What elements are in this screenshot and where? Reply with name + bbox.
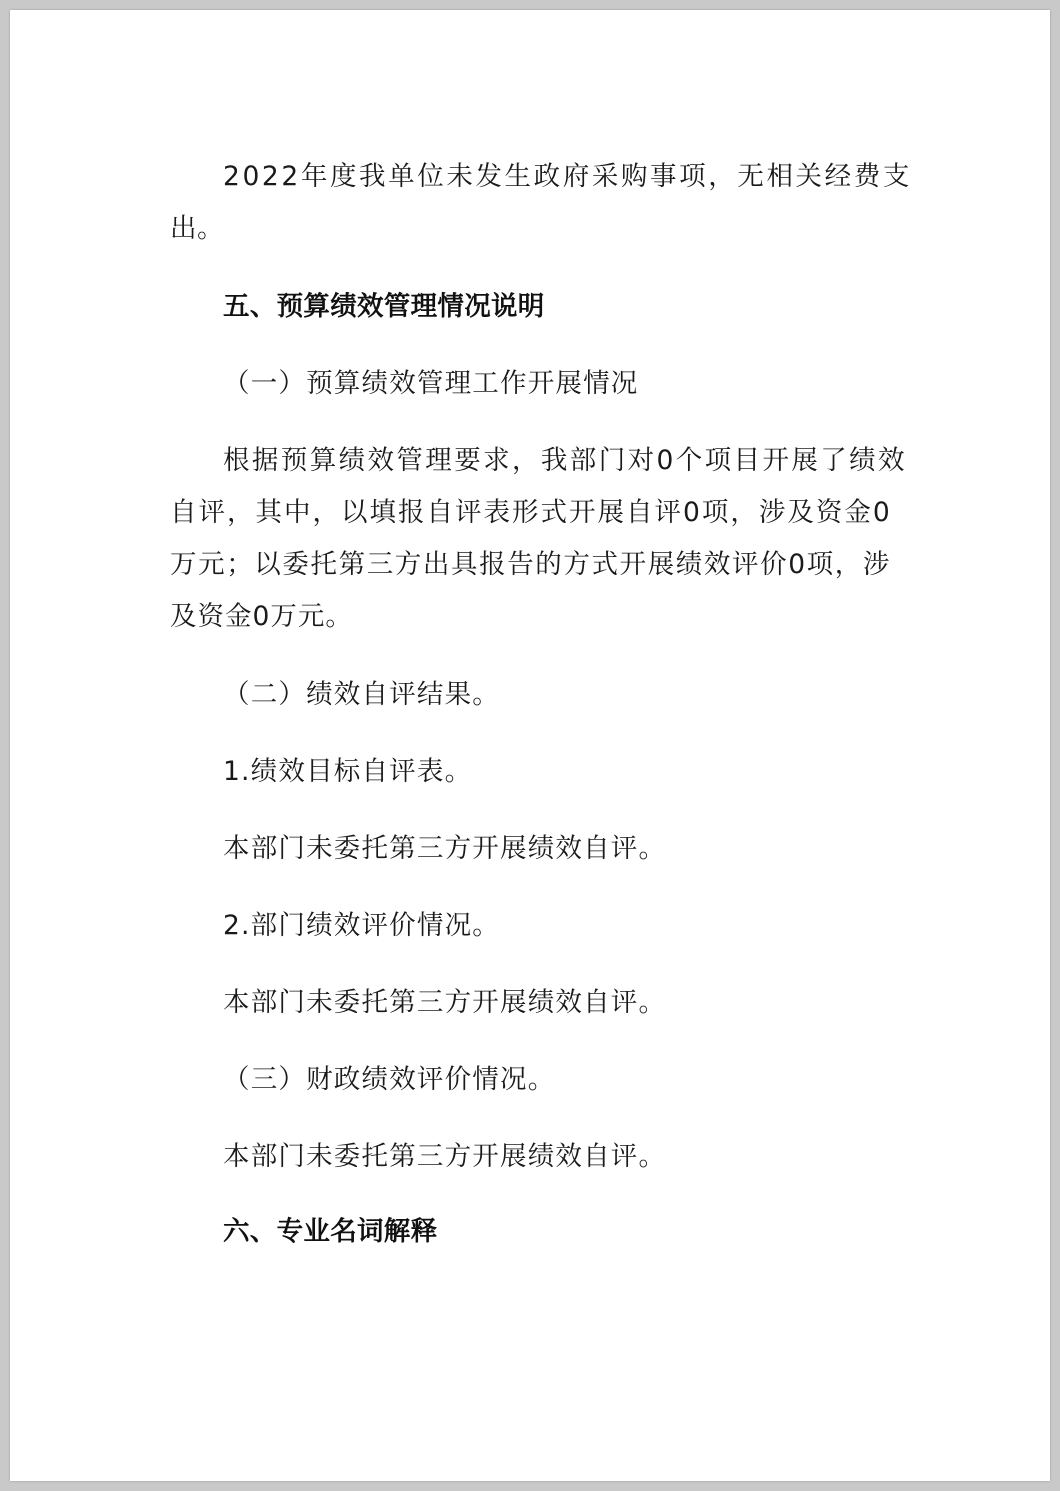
- paragraph-procurement-line-1: 2022年度我单位未发生政府采购事项，无相关经费支: [223, 161, 912, 192]
- document-page: [10, 10, 1050, 1481]
- item-one-body: 本部门未委托第三方开展绩效自评。: [223, 833, 667, 864]
- subheading-three-body: 本部门未委托第三方开展绩效自评。: [223, 1141, 667, 1172]
- paragraph-performance-line-2: 自评，其中，以填报自评表形式开展自评0项，涉及资金0: [170, 497, 892, 528]
- subheading-one: （一）预算绩效管理工作开展情况: [223, 368, 639, 399]
- item-two-body: 本部门未委托第三方开展绩效自评。: [223, 987, 667, 1018]
- paragraph-performance-line-4: 及资金0万元。: [170, 601, 353, 632]
- subheading-three: （三）财政绩效评价情况。: [223, 1064, 556, 1095]
- paragraph-performance-line-3: 万元；以委托第三方出具报告的方式开展绩效评价0项，涉: [170, 549, 891, 580]
- section-heading-five: 五、预算绩效管理情况说明: [223, 291, 545, 322]
- item-two-heading: 2.部门绩效评价情况。: [223, 910, 500, 941]
- paragraph-performance-line-1: 根据预算绩效管理要求，我部门对0个项目开展了绩效: [223, 445, 907, 476]
- section-heading-six: 六、专业名词解释: [223, 1216, 438, 1247]
- subheading-two: （二）绩效自评结果。: [223, 679, 500, 710]
- item-one-heading: 1.绩效目标自评表。: [223, 756, 473, 787]
- paragraph-procurement-line-2: 出。: [170, 213, 224, 244]
